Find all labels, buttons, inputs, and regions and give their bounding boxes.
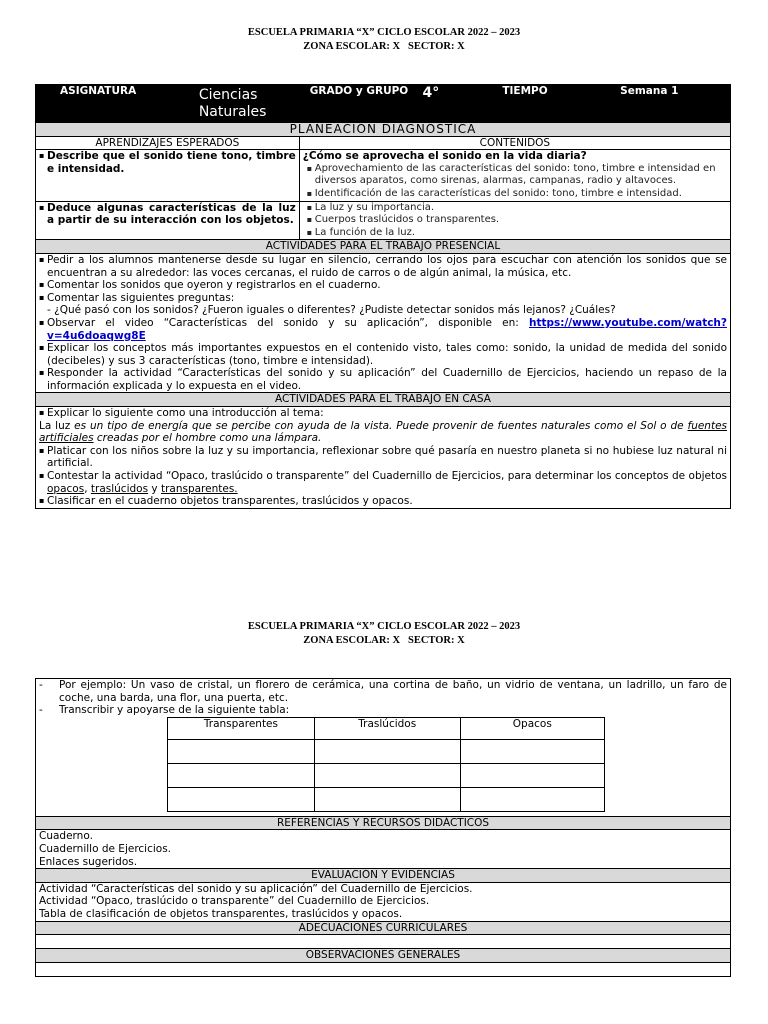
- aprendizaje-cell: [36, 150, 300, 201]
- contenido-item: ▪ Aprovechamiento de las características del sonido: tono, timbre e intensidad en diversos aparatos, como sirenas, alarmas, campanas, radio y altavoces.: [303, 163, 727, 188]
- activity-item: ▪ Clasificar en el cuaderno objetos transparentes, traslúcidos y opacos.: [39, 495, 727, 508]
- term-traslucidos: traslúcidos: [90, 482, 149, 495]
- term-transparentes: transparentes.: [160, 482, 238, 495]
- aprendizajes-header: APRENDIZAJES ESPERADOS: [36, 136, 300, 150]
- activity-item: [39, 470, 727, 495]
- asignatura-value: Ciencias Naturales: [195, 85, 299, 123]
- activity-text: y: [148, 482, 161, 495]
- evidence-item: Actividad “Opaco, traslúcido o transparente” del Cuadernillo de Ejercicios.: [39, 895, 430, 908]
- activity-item: ▪ Pedir a los alumnos mantenerse desde su lugar en silencio, cerrando los ojos para escuchar con atención los sonidos que se encuentran a su alrededor: las voces cercanas, el ruido de carros o de algún animal, la música, etc.: [39, 254, 727, 279]
- contenido-item: ▪ La función de la luz.: [303, 227, 727, 240]
- table-cell[interactable]: [460, 787, 604, 811]
- evaluacion-cell: [36, 882, 731, 921]
- example-item: - Transcribir y apoyarse de la siguiente tabla:: [39, 704, 727, 717]
- contenido-cell: [299, 201, 730, 240]
- page2-header: [0, 620, 768, 648]
- activity-item: ▪ Explicar lo siguiente como una introducción al tema:: [39, 407, 727, 420]
- zone-sector: ZONA ESCOLAR: X SECTOR: X: [303, 41, 465, 52]
- page1-header: [0, 26, 768, 54]
- activity-item: ▪ Responder la actividad “Características del sonido y su aplicación” del Cuadernillo de Ejercicios, haciendo un repaso de la información explicada y lo expuesta en el video.: [39, 367, 727, 392]
- adecuaciones-cell[interactable]: [36, 935, 731, 949]
- definition-text: creadas por el hombre como una lámpara.: [93, 432, 322, 445]
- evidence-item: Tabla de clasificación de objetos transparentes, traslúcidos y opacos.: [39, 907, 403, 920]
- examples-cell: [36, 679, 731, 817]
- school-title: ESCUELA PRIMARIA “X” CICLO ESCOLAR 2022 – 2023: [247, 621, 521, 632]
- aprendizaje-cell: [36, 201, 300, 240]
- evidence-item: Actividad “Características del sonido y su aplicación” del Cuadernillo de Ejercicios.: [39, 882, 473, 895]
- observaciones-title: OBSERVACIONES GENERALES: [36, 949, 731, 963]
- ref-item: Cuadernillo de Ejercicios.: [39, 842, 172, 855]
- contenidos-header: CONTENIDOS: [299, 136, 730, 150]
- col-opacos: Opacos: [460, 717, 604, 739]
- col-traslucidos: Traslúcidos: [314, 717, 460, 739]
- grado-label: GRADO y GRUPO: [299, 85, 419, 123]
- contenido-item: ▪ Cuerpos traslúcidos o transparentes.: [303, 214, 727, 227]
- planeacion-title: PLANEACIÓN DIAGNÓSTICA: [36, 123, 731, 137]
- contenido-question: ¿Cómo se aprovecha el sonido en la vida diaria?: [302, 150, 587, 163]
- activity-text: Contestar la actividad “Opaco, traslúcido o transparente” del Cuadernillo de Ejercicios, para determinar los conceptos de objetos: [47, 470, 727, 483]
- table-cell[interactable]: [168, 763, 315, 787]
- definition-term: La luz: [39, 419, 71, 432]
- planning-table: [35, 84, 731, 509]
- table-cell[interactable]: [168, 739, 315, 763]
- presencial-title: ACTIVIDADES PARA EL TRABAJO PRESENCIAL: [36, 240, 731, 254]
- continuation-table: [35, 678, 731, 977]
- asignatura-label: ASIGNATURA: [36, 85, 196, 123]
- example-item: - Por ejemplo: Un vaso de cristal, un florero de cerámica, una cortina de baño, un vidrio de ventana, un ladrillo, un faro de coche, una barda, una flor, una puerta, etc.: [39, 679, 727, 704]
- aprendizaje-item: ▪ Describe que el sonido tiene tono, timbre e intensidad.: [39, 150, 296, 175]
- table-cell[interactable]: [460, 739, 604, 763]
- video-text: Observar el video “Características del sonido y su aplicación”, disponible en:: [47, 316, 519, 329]
- video-link[interactable]: https://www.youtube.com/watch?v=4u6doaqwg8E: [47, 316, 727, 342]
- tiempo-label: TIEMPO: [499, 85, 617, 123]
- aprendizaje-item: ▪ Deduce algunas características de la luz a partir de su interacción con los objetos.: [39, 202, 296, 227]
- definition-text: es un tipo de energía que se percibe con ayuda de la vista. Puede provenir de fuentes naturales como el Sol o de: [70, 419, 688, 432]
- observaciones-cell[interactable]: [36, 962, 731, 976]
- grado-value: 4°: [419, 85, 499, 123]
- activity-item-video: [39, 317, 727, 342]
- adecuaciones-title: ADECUACIONES CURRICULARES: [36, 921, 731, 935]
- ref-item: Cuaderno.: [39, 830, 93, 843]
- activity-item: ▪ Comentar los sonidos que oyeron y registrarlos en el cuaderno.: [39, 279, 727, 292]
- contenido-cell: [299, 150, 730, 201]
- table-cell[interactable]: [314, 763, 460, 787]
- school-title: ESCUELA PRIMARIA “X” CICLO ESCOLAR 2022 – 2023: [247, 27, 521, 38]
- light-definition: [39, 420, 727, 445]
- presencial-cell: [36, 253, 731, 393]
- activity-text: ,: [84, 482, 91, 495]
- casa-cell: [36, 407, 731, 509]
- activity-item: ▪ Comentar las siguientes preguntas:: [39, 292, 727, 305]
- tiempo-value: Semana 1: [617, 85, 731, 123]
- referencias-cell: [36, 830, 731, 869]
- questions-line: - ¿Qué pasó con los sonidos? ¿Fueron iguales o diferentes? ¿Pudiste detectar sonidos más lejanos? ¿Cuáles?: [47, 304, 616, 317]
- table-cell[interactable]: [460, 763, 604, 787]
- definition-underlined: fuentes artificiales: [39, 419, 728, 445]
- casa-title: ACTIVIDADES PARA EL TRABAJO EN CASA: [36, 393, 731, 407]
- ref-item: Enlaces sugeridos.: [39, 855, 138, 868]
- contenido-item: ▪ La luz y su importancia.: [303, 202, 727, 215]
- table-cell[interactable]: [314, 739, 460, 763]
- table-cell[interactable]: [168, 787, 315, 811]
- col-transparentes: Transparentes: [168, 717, 315, 739]
- contenido-item: ▪ Identificación de las características del sonido: tono, timbre e intensidad.: [303, 188, 727, 201]
- activity-item: ▪ Explicar los conceptos más importantes expuestos en el contenido visto, tales como: sonido, la unidad de medida del sonido (decibeles) y sus 3 características (tono, timbre e intensidad).: [39, 342, 727, 367]
- term-opacos: opacos: [47, 482, 85, 495]
- evaluacion-title: EVALUACIÓN Y EVIDENCIAS: [36, 869, 731, 883]
- classification-table: [167, 717, 605, 812]
- referencias-title: REFERENCIAS Y RECURSOS DIDÁCTICOS: [36, 816, 731, 830]
- activity-item: ▪ Platicar con los niños sobre la luz y su importancia, reflexionar sobre qué pasaría en nuestro planeta si no hubiese luz natural ni artificial.: [39, 445, 727, 470]
- table-cell[interactable]: [314, 787, 460, 811]
- zone-sector: ZONA ESCOLAR: X SECTOR: X: [303, 635, 465, 646]
